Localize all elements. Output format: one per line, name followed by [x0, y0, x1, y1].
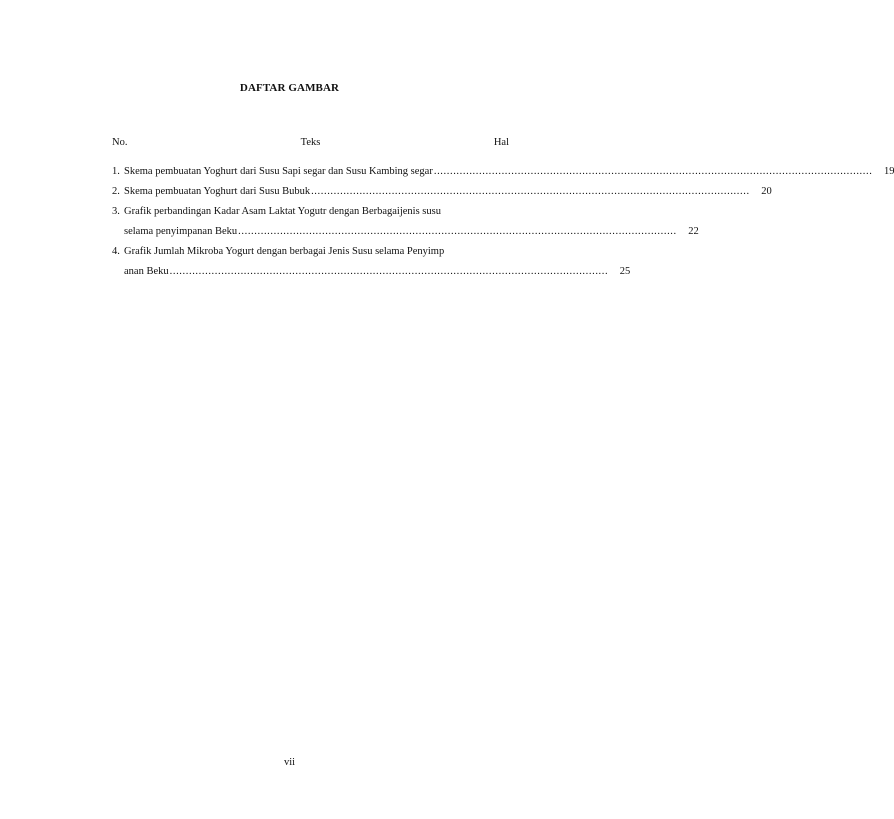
entry-title: Grafik perbandingan Kadar Asam Laktat Yogutr dengan Berbagaijenis susu	[124, 206, 441, 217]
page-number: vii	[283, 757, 296, 768]
dot-leader: ........................................................................................................................................	[238, 226, 677, 237]
entry-line	[112, 182, 772, 202]
list-item[interactable]	[112, 242, 631, 282]
entry-page: 25	[619, 266, 631, 277]
entry-line	[112, 162, 894, 182]
list-item[interactable]	[112, 202, 699, 242]
entry-line	[112, 242, 509, 262]
entry-line	[112, 202, 509, 222]
column-header-hal: Hal	[493, 137, 509, 148]
entry-continuation-line	[112, 222, 699, 242]
entry-number: 3.	[112, 206, 120, 217]
entry-title-continuation: anan Beku	[124, 266, 169, 277]
entry-title: Skema pembuatan Yoghurt dari Susu Sapi segar dan Susu Kambing segar	[124, 166, 433, 177]
dot-leader: ........................................................................................................................................	[433, 166, 873, 177]
entry-continuation-line	[112, 262, 631, 282]
column-header-no: No.	[112, 137, 128, 148]
list-item[interactable]	[112, 162, 894, 182]
entry-number: 1.	[112, 166, 120, 177]
column-header-row	[112, 137, 509, 151]
entry-title-continuation: selama penyimpanan Beku	[124, 226, 238, 237]
figure-list	[112, 162, 894, 282]
entry-page: 22	[688, 226, 699, 237]
dot-leader: ........................................................................................................................................	[311, 186, 750, 197]
entry-page: 19	[883, 166, 894, 177]
column-header-teks: Teks	[300, 137, 321, 148]
dot-leader: ........................................................................................................................................	[169, 266, 609, 277]
list-item[interactable]	[112, 182, 772, 202]
page-title: DAFTAR GAMBAR	[239, 82, 340, 94]
entry-title: Grafik Jumlah Mikroba Yogurt dengan berbagai Jenis Susu selama Penyimp	[124, 246, 445, 257]
entry-number: 4.	[112, 246, 120, 257]
entry-title: Skema pembuatan Yoghurt dari Susu Bubuk	[124, 186, 311, 197]
entry-number: 2.	[112, 186, 120, 197]
entry-page: 20	[761, 186, 772, 197]
